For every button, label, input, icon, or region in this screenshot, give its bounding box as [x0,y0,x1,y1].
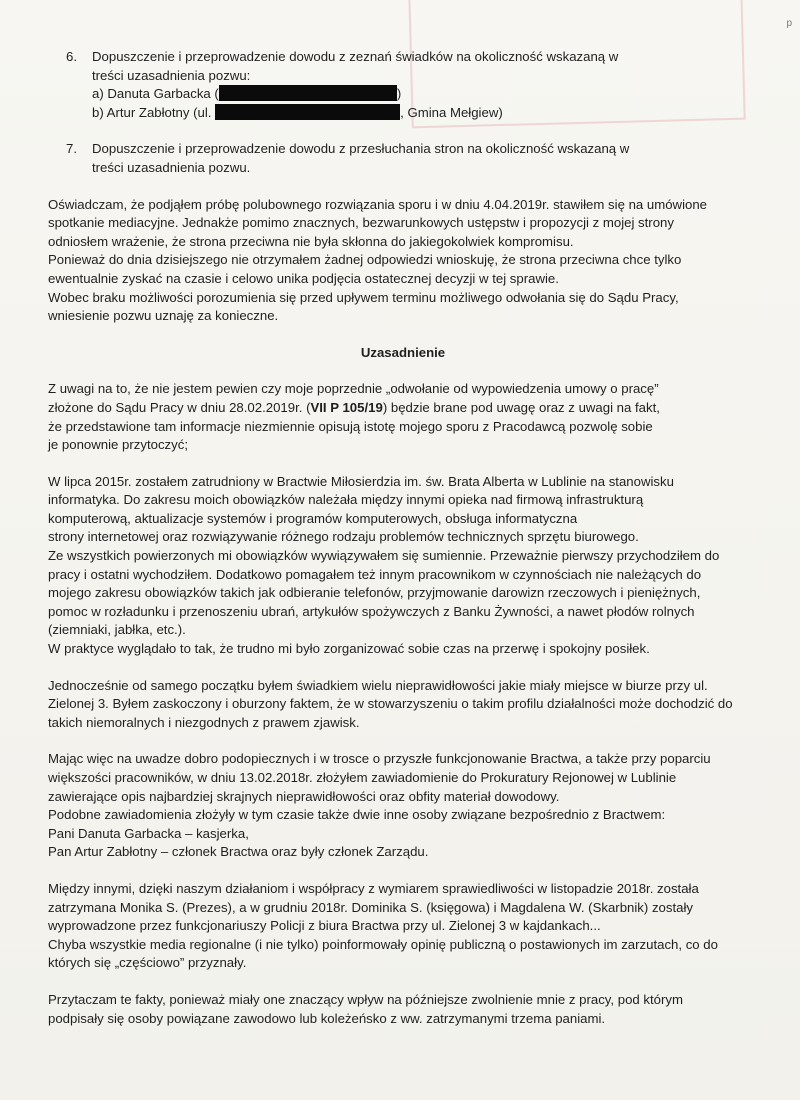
text-line: Wobec braku możliwości porozumienia się przed upływem terminu możliwego odwołania się do Sądu Pracy, [48,289,679,305]
text-line: odniosłem wrażenie, że strona przeciwna nie była skłonna do jakiegokolwiek kompromisu. [48,233,574,249]
text-line: wniesienie pozwu uznaję za konieczne. [48,308,279,324]
text-line: pomoc w rozładunku i przenoszeniu ubrań, artykułów spożywczych z Banku Żywności, a nawet płodów rolnych [48,603,695,619]
text-line: je ponownie przytoczyć; [48,437,189,453]
witness-b: b) Artur Zabłotny (ul. , Gmina Mełgiew) [92,104,503,120]
text-line: zatrzymana Monika S. (Prezes), a w grudniu 2018r. Dominika S. (księgowa) i Magdalena W. (Skarbnik) zostały [48,899,693,915]
paragraph-conclusion [48,991,758,1028]
text-line: pracy i ostatni wychodziłem. Dodatkowo pomagałem też innym pracownikom w czynnościach nie należących do [48,566,702,582]
redaction-box [215,104,400,120]
witness-a: a) Danuta Garbacka ( ) [92,86,402,102]
text-line: że przedstawione tam informacje niezmiennie opisują istotę mojego sporu z Pracodawcą pozwolę sobie [48,418,653,434]
text-line: Między innymi, dzięki naszym działaniom i współpracy z wymiarem sprawiedliwości w listopadzie 2018r. została [48,880,699,896]
corner-mark: p [786,18,792,29]
text-line: podpisały się osoby powiązane zawodowo lub koleżeńsko z ww. zatrzymanymi trzema paniami. [48,1010,606,1026]
item-number: 7. [66,141,77,157]
item-line: Dopuszczenie i przeprowadzenie dowodu z zeznań świadków na okoliczność wskazaną w [92,49,619,64]
text-line: Pan Artur Zabłotny – członek Bractwa oraz były członek Zarządu. [48,844,429,860]
text-line: mojego zakresu obowiązków takich jak odbieranie telefonów, przyjmowanie darowizn rzeczowych i pieniężnych, [48,585,701,601]
paragraph-arrests [48,880,758,973]
paragraph-notification [48,750,758,862]
text-line: Przytaczam te fakty, ponieważ miały one znaczący wpływ na późniejsze zwolnienie mnie z pracy, pod którym [48,991,683,1007]
paragraph-employment [48,473,758,659]
text-line: strony internetowej oraz rozwiązywanie różnego rodzaju problemów technicznych sprzętu biurowego. [48,529,639,545]
evidence-item-6 [48,48,758,122]
text-line: Ze wszystkich powierzonych mi obowiązków wywiązywałem się sumiennie. Przeważnie pierwszy przychodziłem do [48,548,720,564]
evidence-item-7 [48,140,758,177]
paragraph-irregularities [48,677,758,733]
text-line: Ponieważ do dnia dzisiejszego nie otrzymałem żadnej odpowiedzi wnioskuję, że strona przeciwna chce tylko [48,252,682,268]
text-line: większości pracowników, w dniu 13.02.2018r. złożyłem zawiadomienie do Prokuratury Rejonowej w Lublinie [48,770,677,785]
text-line: Podobne zawiadomienia złożyły w tym czasie także dwie inne osoby związane bezpośrednio z Bractwem: [48,807,666,823]
text-line: komputerową, aktualizacje systemów i programów komputerowych, obsługa informatyczna [48,510,578,526]
text-line: takich niemoralnych i niezgodnych z prawem zjawisk. [48,714,360,730]
text-line: Oświadczam, że podjąłem próbę polubownego rozwiązania sporu i w dniu 4.04.2019r. stawiłem się na umówione [48,196,708,212]
text-line: W lipca 2015r. zostałem zatrudniony w Bractwie Miłosierdzia im. św. Brata Alberta w Lublinie na stanowisku [48,473,674,489]
text-line: spotkanie mediacyjne. Jednakże pomimo znacznych, bezwarunkowych ustępstw i propozycji z mojej strony [48,215,674,231]
document-text [48,48,758,1028]
text-line: których się „częściowo” przyznały. [48,955,247,971]
text-line: Zielonej 3. Byłem zaskoczony i oburzony faktem, że w stowarzyszeniu o takim profilu działalności może dochodzić do [48,696,733,712]
text-line: Pani Danuta Garbacka – kasjerka, [48,825,249,841]
text-line: Jednocześnie od samego początku byłem świadkiem wielu nieprawidłowości jakie miały miejsce w biurze przy ul. [48,677,708,693]
text-line: informatyka. Do zakresu moich obowiązków należała między innymi opieka nad firmową infrastrukturą [48,492,644,508]
text-line: złożone do Sądu Pracy w dniu 28.02.2019r. (VII P 105/19) będzie brane pod uwagę oraz z uwagi na fakt, [48,399,660,415]
paragraph-previous-appeal [48,380,758,454]
text-line: Mając więc na uwadze dobro podopiecznych i w trosce o przyszłe funkcjonowanie Bractwa, a także przy poparciu [48,751,711,767]
item-number: 6. [66,49,77,64]
case-number: VII P 105/19 [310,399,383,415]
item-line: Dopuszczenie i przeprowadzenie dowodu z przesłuchania stron na okoliczność wskazaną w [92,141,630,157]
text-line: ewentualnie zyskać na czasie i celowo unika podjęcia ostatecznej decyzji w tej sprawie. [48,270,559,286]
text-line: Z uwagi na to, że nie jestem pewien czy moje poprzednie „odwołanie od wypowiedzenia umowy o pracę” [48,381,659,397]
item-line: treści uzasadnienia pozwu. [92,159,251,175]
paragraph-mediation [48,196,758,326]
item-line: treści uzasadnienia pozwu: [92,67,251,83]
text-line: (ziemniaki, jabłka, etc.). [48,622,186,638]
text-line: W praktyce wyglądało to tak, że trudno mi było zorganizować sobie czas na przerwę i spokojny posiłek. [48,641,650,657]
text-line: wyprowadzone przez funkcjonariuszy Policji z biura Bractwa przy ul. Zielonej 3 w kajdankach... [48,918,601,934]
text-line: Chyba wszystkie media regionalne (i nie tylko) poinformowały opinię publiczną o postawionych im zarzutach, co do [48,936,718,952]
text-line: zawierające opis najbardziej skrajnych nieprawidłowości oraz obfity materiał dowodowy. [48,788,560,804]
section-heading: Uzasadnienie [360,344,446,360]
redaction-box [219,85,397,101]
